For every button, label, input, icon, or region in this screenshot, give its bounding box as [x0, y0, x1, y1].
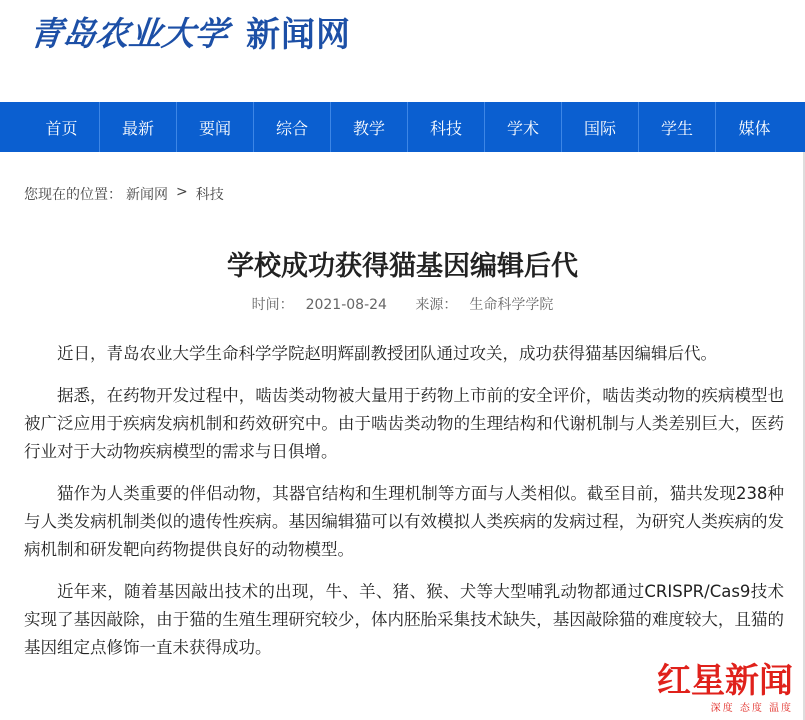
article-meta [0, 294, 805, 314]
article-title: 学校成功获得猫基因编辑后代 [227, 251, 578, 282]
nav-item-international[interactable]: 国际 [562, 102, 639, 152]
watermark-slogan: 深度 态度 温度 [710, 703, 793, 714]
nav-item-teaching[interactable]: 教学 [331, 102, 408, 152]
source-label: 来源： [415, 297, 458, 313]
site-logo[interactable] [27, 4, 351, 58]
main-nav [0, 102, 805, 152]
article-paragraph: 近年来，随着基因敲出技术的出现，牛、羊、猪、猴、犬等大型哺乳动物都通过CRISPR/Cas9技术实现了基因敲除，由于猫的生殖生理研究较少，体内胚胎采集技术缺失，基因敲除猫的难度较大，且猫的基因组定点修饰一直未获得成功。 [24, 582, 784, 657]
time-value: 2021-08-24 [305, 297, 387, 313]
nav-item-latest[interactable]: 最新 [100, 102, 177, 152]
breadcrumb-home-link[interactable]: 新闻网 [126, 187, 168, 203]
source-value: 生命科学学院 [469, 297, 554, 313]
nav-item-general[interactable]: 综合 [254, 102, 331, 152]
breadcrumb-current-link[interactable]: 科技 [195, 187, 224, 203]
watermark-main: 红星新闻 [657, 661, 793, 701]
article-time [246, 297, 393, 313]
time-label: 时间： [251, 297, 294, 313]
nav-item-academic[interactable]: 学术 [485, 102, 562, 152]
breadcrumb-separator: > [176, 184, 188, 200]
site-header [0, 0, 805, 102]
breadcrumb [24, 184, 224, 204]
article-paragraph: 猫作为人类重要的伴侣动物，其器官结构和生理机制等方面与人类相似。截至目前，猫共发现238种与人类发病机制类似的遗传性疾病。基因编辑猫可以有效模拟人类疾病的发病过程，为研究人类疾病的发病机制和研发靶向药物提供良好的动物模型。 [24, 484, 784, 559]
nav-item-students[interactable]: 学生 [639, 102, 716, 152]
article-paragraph: 近日，青岛农业大学生命科学学院赵明辉副教授团队通过攻关，成功获得猫基因编辑后代。 [57, 344, 717, 363]
logo-calligraphy: 青岛农业大学 [27, 13, 230, 53]
article-source [409, 297, 559, 313]
nav-item-science[interactable]: 科技 [408, 102, 485, 152]
nav-item-headlines[interactable]: 要闻 [177, 102, 254, 152]
breadcrumb-prefix: 您现在的位置： [24, 187, 122, 203]
article-paragraph: 据悉，在药物开发过程中，啮齿类动物被大量用于药物上市前的安全评价，啮齿类动物的疾病模型也被广泛应用于疾病发病机制和药效研究中。由于啮齿类动物的生理结构和代谢机制与人类差别巨大，医药行业对于大动物疾病模型的需求与日俱增。 [24, 386, 784, 461]
red-star-news-watermark [657, 661, 793, 714]
logo-site-name: 新闻网 [246, 14, 351, 55]
nav-item-home[interactable]: 首页 [0, 102, 100, 152]
nav-item-media[interactable]: 媒体 [738, 118, 771, 138]
article-body [24, 340, 784, 676]
